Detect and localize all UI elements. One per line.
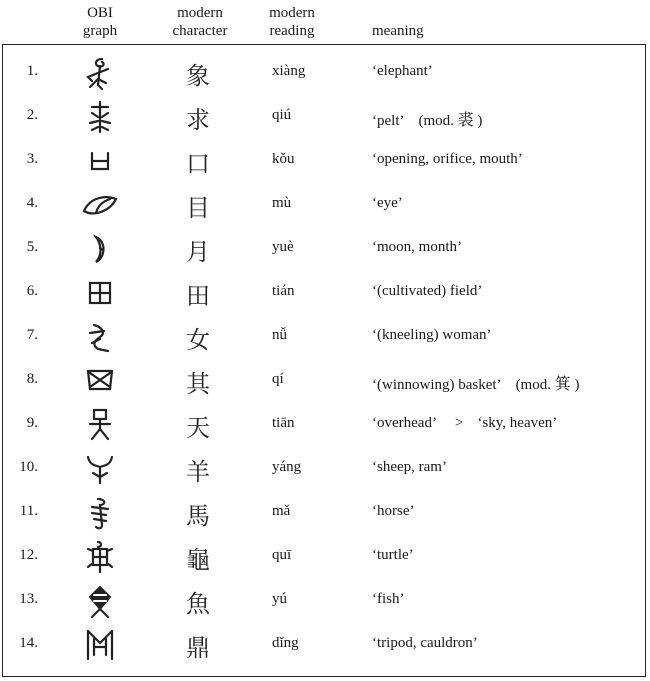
mouth-graph-icon xyxy=(72,143,128,179)
eye-graph-icon xyxy=(72,187,128,223)
table-row xyxy=(0,535,650,579)
table-row xyxy=(0,227,650,271)
modern-character: 象 xyxy=(186,61,210,90)
modern-character: 口 xyxy=(186,149,210,178)
meaning: ‘(winnowing) basket’ (mod. 箕 ) xyxy=(372,374,580,393)
modern-reading: mù xyxy=(272,195,292,211)
header-modern-character: modern character xyxy=(172,5,228,39)
moon-graph-icon xyxy=(72,231,128,267)
row-number: 9. xyxy=(26,415,38,431)
modern-reading: xiàng xyxy=(272,63,306,79)
table-row xyxy=(0,51,650,95)
row-number: 6. xyxy=(26,283,38,299)
modern-reading: kǒu xyxy=(272,151,295,167)
row-number: 13. xyxy=(19,591,38,607)
table-row xyxy=(0,95,650,139)
meaning: ‘(kneeling) woman’ xyxy=(372,327,492,343)
modern-reading: dǐng xyxy=(272,635,299,651)
header-obi-graph: OBI graph xyxy=(82,5,118,39)
basket-graph-icon xyxy=(72,363,128,399)
meaning: ‘sheep, ram’ xyxy=(372,459,447,475)
meaning: ‘turtle’ xyxy=(372,547,414,563)
table-row xyxy=(0,623,650,667)
modern-reading: yuè xyxy=(272,239,294,255)
modern-reading: quī xyxy=(272,547,292,563)
row-number: 4. xyxy=(26,195,38,211)
row-number: 5. xyxy=(26,239,38,255)
modern-reading: yú xyxy=(272,591,287,607)
table-row xyxy=(0,183,650,227)
pelt-graph-icon xyxy=(72,99,128,135)
modern-character: 月 xyxy=(186,237,210,266)
turtle-graph-icon xyxy=(72,539,128,575)
row-number: 12. xyxy=(19,547,38,563)
modern-character: 鼎 xyxy=(186,633,210,662)
modern-character: 目 xyxy=(186,193,210,222)
modern-reading: mǎ xyxy=(272,503,291,519)
modern-character: 女 xyxy=(186,325,210,354)
horse-graph-icon xyxy=(72,495,128,531)
table-row xyxy=(0,315,650,359)
meaning: ‘elephant’ xyxy=(372,63,433,79)
modern-character: 龜 xyxy=(186,545,210,574)
modern-character: 羊 xyxy=(186,457,210,486)
row-number: 10. xyxy=(19,459,38,475)
modern-reading: tiān xyxy=(272,415,295,431)
meaning: ‘fish’ xyxy=(372,591,405,607)
modern-character: 馬 xyxy=(186,501,210,530)
row-number: 8. xyxy=(26,371,38,387)
meaning: ‘overhead’ > ‘sky, heaven’ xyxy=(372,415,558,431)
row-number: 14. xyxy=(19,635,38,651)
woman-graph-icon xyxy=(72,319,128,355)
modern-reading: nǚ xyxy=(272,327,287,343)
row-number: 11. xyxy=(19,503,38,519)
table-row xyxy=(0,491,650,535)
modern-character: 田 xyxy=(186,281,210,310)
modern-reading: yáng xyxy=(272,459,302,475)
row-number: 1. xyxy=(26,63,38,79)
table-row xyxy=(0,403,650,447)
meaning: ‘tripod, cauldron’ xyxy=(372,635,478,651)
modern-form-note: (mod. 裘 ) xyxy=(418,110,483,129)
modern-form-note: (mod. 箕 ) xyxy=(515,374,580,393)
row-number: 2. xyxy=(26,107,38,123)
row-number: 3. xyxy=(26,151,38,167)
modern-character: 魚 xyxy=(186,589,210,618)
meaning: ‘eye’ xyxy=(372,195,403,211)
fish-graph-icon xyxy=(72,583,128,619)
table-row xyxy=(0,447,650,491)
modern-reading: qí xyxy=(272,371,284,387)
modern-character: 求 xyxy=(186,105,210,134)
meaning: ‘horse’ xyxy=(372,503,415,519)
sheep-graph-icon xyxy=(72,451,128,487)
field-graph-icon xyxy=(72,275,128,311)
semantic-shift-arrow: > xyxy=(454,415,464,431)
modern-character: 天 xyxy=(186,413,210,442)
tripod-graph-icon xyxy=(72,627,128,663)
modern-reading: tián xyxy=(272,283,295,299)
meaning: ‘(cultivated) field’ xyxy=(372,283,483,299)
meaning: ‘moon, month’ xyxy=(372,239,462,255)
table-row xyxy=(0,271,650,315)
table-row xyxy=(0,139,650,183)
row-number: 7. xyxy=(26,327,38,343)
table-row xyxy=(0,359,650,403)
modern-reading: qiú xyxy=(272,107,292,123)
modern-character: 其 xyxy=(186,369,210,398)
elephant-graph-icon xyxy=(72,55,128,91)
overhead-graph-icon xyxy=(72,407,128,443)
meaning: ‘opening, orifice, mouth’ xyxy=(372,151,523,167)
table-row xyxy=(0,579,650,623)
header-modern-reading: modern reading xyxy=(269,5,315,39)
header-meaning: meaning xyxy=(372,23,424,39)
meaning: ‘pelt’ (mod. 裘 ) xyxy=(372,110,483,129)
